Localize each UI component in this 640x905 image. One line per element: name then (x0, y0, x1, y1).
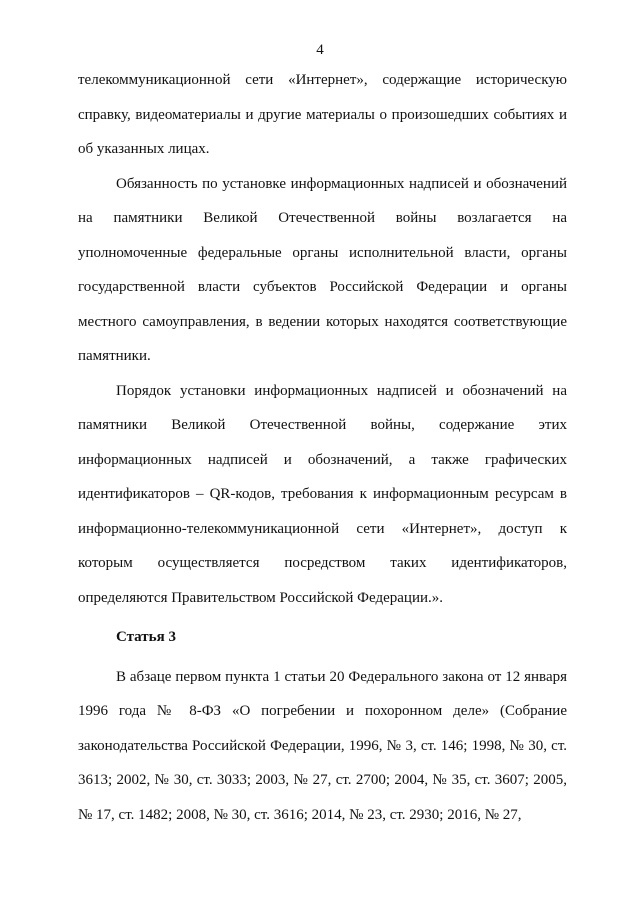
paragraph-procedure: Порядок установки информационных надписей и обозначений на памятники Великой Отечественной войны, содержание этих информационных надписей и обозначений, а также графических идентификаторов – QR-кодов, требования к информационным ресурсам в информационно-телекоммуникационной сети «Интернет», доступ к которым осуществляется посредством таких идентификаторов, определяются Правительством Российской Федерации.». (78, 382, 567, 606)
article-heading: Статья 3 (116, 629, 176, 645)
document-body (78, 63, 567, 832)
page-number: 4 (316, 42, 324, 58)
paragraph-obligation: Обязанность по установке информационных надписей и обозначений на памятники Великой Отечественной войны возлагается на уполномоченные федеральные органы исполнительной власти, органы государственной власти субъектов Российской Федерации и органы местного самоуправления, в ведении которых находятся соответствующие памятники. (78, 175, 567, 364)
paragraph-continuation: телекоммуникационной сети «Интернет», содержащие историческую справку, видеоматериалы и другие материалы о произошедших событиях и об указанных лицах. (78, 72, 567, 157)
paragraph-amendment: В абзаце первом пункта 1 статьи 20 Федерального закона от 12 января 1996 года № 8-ФЗ «О погребении и похоронном деле» (Собрание законодательства Российской Федерации, 1996, № 3, ст. 146; 1998, № 30, ст. 3613; 2002, № 30, ст. 3033; 2003, № 27, ст. 2700; 2004, № 35, ст. 3607; 2005, № 17, ст. 1482; 2008, № 30, ст. 3616; 2014, № 23, ст. 2930; 2016, № 27, (78, 668, 567, 823)
